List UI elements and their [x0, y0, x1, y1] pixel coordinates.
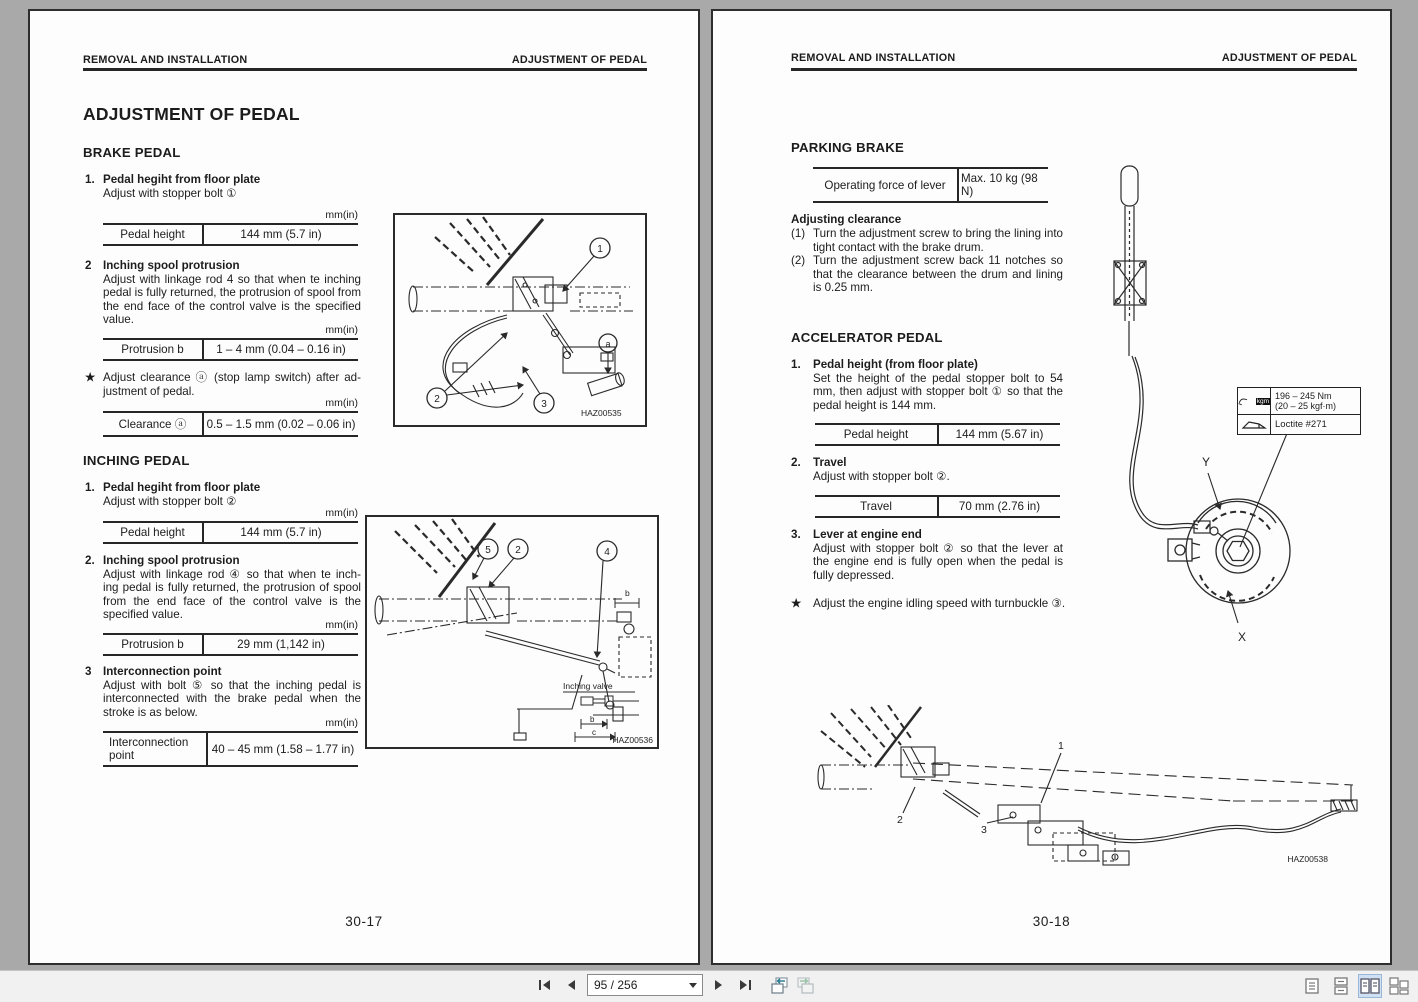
brake-item-2	[85, 259, 363, 327]
item-title: Pedal hegiht from floor plate	[103, 173, 261, 186]
adjusting-clearance-heading: Adjusting clearance	[791, 213, 902, 226]
unit-label: mm(in)	[325, 209, 358, 221]
axis-label-x	[1228, 591, 1246, 644]
combo-caret-icon	[689, 983, 697, 988]
spec-label: Interconnection point	[103, 733, 208, 765]
linkage-parts	[375, 587, 651, 740]
spec-value: 40 – 45 mm (1.58 – 1.77 in)	[211, 742, 355, 756]
callout-1	[563, 238, 610, 291]
torque-leader-line	[1240, 431, 1288, 547]
callout-3	[523, 367, 554, 413]
two-page-continuous-icon	[1389, 977, 1409, 995]
last-page-icon	[738, 979, 752, 991]
figure-code: HAZ00538	[1287, 854, 1328, 864]
note-text: Adjust the engine idling speed with turnbuckle ③.	[813, 597, 1066, 610]
throttle-cable	[1078, 800, 1357, 843]
spec-value: 29 mm (1,142 in)	[237, 638, 325, 651]
inching-item-2	[85, 554, 363, 622]
item-title: Inching spool protrusion	[103, 554, 240, 567]
section-accelerator-pedal: ACCELERATOR PEDAL	[791, 330, 943, 345]
svg-text:1: 1	[597, 244, 603, 255]
unit-label: mm(in)	[325, 397, 358, 409]
callout-2	[489, 539, 528, 587]
accel-item-1	[791, 358, 1065, 412]
axis-label-y	[1202, 455, 1220, 509]
svg-text:a: a	[605, 339, 611, 349]
spec-value: 1 – 4 mm (0.04 – 0.16 in)	[216, 343, 346, 356]
spec-label: Clearance ⓐ	[103, 413, 204, 435]
svg-text:Y: Y	[1202, 455, 1211, 469]
svg-text:3: 3	[541, 399, 547, 410]
step-text: Turn the adjustment screw back 11 notches so that the clearance between the drum and lining is 0.25 mm.	[813, 254, 1063, 295]
item-body: Adjust with linkage rod 4 so that when te inching pedal is fully returned, the protrusion of spool from the end face of the control valve is the specified value.	[103, 272, 361, 327]
item-title: Interconnection point	[103, 665, 222, 678]
spec-value: 144 mm (5.7 in)	[240, 526, 322, 539]
page-number: 30-18	[1032, 914, 1071, 929]
pedal-arm-line	[487, 219, 543, 285]
previous-page-icon	[565, 979, 577, 991]
spec-clearance	[103, 397, 358, 437]
spec-label: Operating force of lever	[813, 169, 959, 201]
accel-item-2	[791, 456, 1065, 483]
valve-body	[409, 277, 620, 312]
pedal-arm-line	[875, 707, 921, 767]
unit-label: mm(in)	[325, 324, 358, 336]
callout-2	[897, 787, 915, 826]
view-mode-single-page-button[interactable]	[1300, 974, 1324, 998]
svg-text:4: 4	[604, 547, 610, 558]
item-body: Adjust with linkage rod ④ so that when te inch- ing pedal is fully returned, the protrusion of spool from the end face of the control valve is the specified value.	[103, 567, 361, 622]
torque-callout-box	[1237, 387, 1361, 435]
brake-item-1	[85, 173, 363, 200]
torque-value-kgfm: (20 – 25 kgf·m)	[1275, 401, 1337, 411]
pedal-dashed-lines	[395, 519, 479, 573]
spec-value: 144 mm (5.67 in)	[955, 428, 1044, 441]
item-title: Pedal height (from floor plate)	[813, 358, 978, 371]
view-mode-two-page-continuous-button[interactable]	[1387, 974, 1411, 998]
sealant-tube-icon	[1238, 415, 1271, 434]
spec-value: 70 mm (2.76 in)	[958, 500, 1041, 513]
step-text: Turn the adjustment screw to bring the lining into tight contact with the brake drum.	[813, 227, 1063, 254]
figure-code: HAZ00536	[612, 735, 653, 745]
svg-text:1: 1	[1058, 740, 1064, 752]
note-text: Adjust clearance ⓐ (stop lamp switch) after ad- justment of pedal.	[103, 371, 361, 398]
adjust-step-2	[791, 254, 1063, 295]
running-head-left: REMOVAL AND INSTALLATION	[83, 54, 248, 66]
spec-operating-force	[813, 167, 1048, 203]
previous-view-button[interactable]	[769, 974, 789, 996]
svg-text:2: 2	[897, 814, 903, 826]
continuous-scroll-icon	[1333, 977, 1349, 995]
svg-text:b: b	[590, 715, 595, 724]
spec-label: Protrusion b	[103, 635, 204, 654]
next-view-button[interactable]	[795, 974, 815, 996]
callout-2	[427, 333, 523, 408]
unit-label: mm(in)	[325, 507, 358, 519]
next-page-icon	[713, 979, 725, 991]
accelerator-linkage-illustration	[813, 705, 1363, 880]
spec-interconnection	[103, 717, 358, 767]
unit-label: mm(in)	[325, 619, 358, 631]
spec-value: 0.5 – 1.5 mm (0.02 – 0.06 in)	[206, 417, 356, 431]
section-parking-brake: PARKING BRAKE	[791, 140, 904, 155]
running-head	[791, 52, 1357, 64]
svg-text:3: 3	[981, 824, 987, 836]
next-view-icon	[795, 976, 815, 994]
page-title: ADJUSTMENT OF PEDAL	[83, 104, 300, 124]
lever-assembly	[1114, 166, 1146, 356]
item-number: 2.	[85, 554, 95, 567]
spec-pedal-height	[103, 209, 358, 246]
running-head-right: ADJUSTMENT OF PEDAL	[1221, 52, 1357, 64]
spec-value: Max. 10 kg (98 N)	[961, 172, 1038, 198]
running-head	[83, 54, 647, 66]
spec-label: Travel	[815, 497, 939, 516]
item-title: Inching spool protrusion	[103, 259, 240, 272]
inching-pedal-illustration	[367, 517, 657, 747]
svg-text:c: c	[592, 728, 596, 737]
spec-label: Pedal height	[103, 523, 204, 542]
item-number: 2.	[791, 456, 801, 469]
page-navigation-cluster	[535, 974, 815, 996]
callout-3	[981, 817, 1013, 836]
accel-item-3	[791, 528, 1065, 582]
step-number: (1)	[791, 227, 806, 240]
view-mode-continuous-button[interactable]	[1329, 974, 1353, 998]
cable-and-linkage	[443, 313, 615, 407]
page-field-value: 95 / 256	[594, 978, 638, 992]
item-number: 1.	[85, 481, 95, 494]
pdf-viewer-toolbar	[0, 970, 1418, 1002]
two-page-icon	[1360, 977, 1380, 995]
torque-wrench-icon: kgm	[1238, 388, 1271, 414]
spec-value: 144 mm (5.7 in)	[240, 228, 322, 241]
inching-item-3	[85, 665, 363, 719]
running-head-right: ADJUSTMENT OF PEDAL	[511, 54, 647, 66]
item-number: 2	[85, 259, 92, 272]
torque-value-nm: 196 – 245 Nm	[1275, 390, 1332, 401]
head-rule	[83, 68, 647, 71]
frame-lines	[818, 763, 1353, 801]
pedal-dashed-lines	[435, 217, 510, 273]
callout-1	[1041, 740, 1064, 803]
spec-protrusion	[103, 324, 358, 361]
accel-star-note	[791, 597, 1091, 611]
page-number: 30-17	[345, 914, 383, 929]
last-page-button[interactable]	[735, 974, 755, 996]
item-title: Travel	[813, 456, 847, 469]
brake-star-note	[85, 371, 363, 398]
manual-page-right	[711, 9, 1392, 965]
section-inching-pedal: INCHING PEDAL	[83, 453, 190, 468]
inching-valve-detail	[563, 681, 639, 742]
figure-inching-pedal	[365, 515, 659, 749]
spec-label: Pedal height	[815, 425, 939, 444]
step-number: (2)	[791, 254, 806, 267]
brake-drum	[1168, 499, 1290, 603]
item-number: 3.	[791, 528, 801, 541]
figure-code: HAZ00535	[581, 408, 622, 418]
section-brake-pedal: BRAKE PEDAL	[83, 145, 181, 160]
inching-item-1	[85, 481, 363, 508]
svg-text:b: b	[625, 588, 630, 598]
detail-caption: Inching valve	[563, 681, 613, 691]
spec-label: Protrusion b	[103, 340, 204, 359]
item-body: Adjust with stopper bolt ② so that the lever at the engine end is fully open when the pedal is fully depressed.	[813, 541, 1063, 582]
manual-page-left	[28, 9, 700, 965]
view-mode-two-page-button[interactable]	[1358, 974, 1382, 998]
spec-label: Pedal height	[103, 225, 204, 244]
item-body: Adjust with stopper bolt ②.	[813, 469, 950, 483]
running-head-left: REMOVAL AND INSTALLATION	[791, 52, 956, 64]
adjust-step-1	[791, 227, 1063, 254]
spec-travel	[815, 495, 1060, 518]
linkage-parts	[901, 747, 1129, 865]
shaft-centerlines	[379, 599, 622, 635]
item-number: 1.	[791, 358, 801, 371]
brake-cable	[1130, 356, 1228, 541]
head-rule	[791, 68, 1357, 71]
star-icon: ★	[791, 597, 802, 610]
switch-cylinder	[587, 372, 625, 396]
brake-pedal-illustration	[395, 215, 645, 425]
item-title: Pedal hegiht from floor plate	[103, 481, 261, 494]
sealant-row	[1238, 415, 1360, 434]
spec-protrusion-2	[103, 619, 358, 656]
figure-brake-pedal	[393, 213, 647, 427]
item-number: 3	[85, 665, 92, 678]
page-number-combobox[interactable]	[587, 974, 703, 996]
svg-text:2: 2	[434, 394, 440, 405]
next-page-button[interactable]	[709, 974, 729, 996]
torque-row	[1238, 388, 1360, 415]
dim-b-top	[615, 588, 639, 608]
item-body: Adjust with bolt ⑤ so that the inching pedal is interconnected with the brake pedal when the stroke is as below.	[103, 678, 361, 719]
item-body: Adjust with stopper bolt ②	[103, 494, 237, 508]
item-title: Lever at engine end	[813, 528, 922, 541]
svg-text:5: 5	[485, 545, 491, 556]
svg-text:2: 2	[515, 545, 521, 556]
first-page-button[interactable]	[535, 974, 555, 996]
first-page-icon	[538, 979, 552, 991]
star-icon: ★	[85, 371, 96, 384]
sealant-spec: Loctite #271	[1275, 419, 1327, 430]
item-body: Adjust with stopper bolt ①	[103, 186, 237, 200]
page-display-modes	[1300, 974, 1411, 998]
spec-pedal-height-accel	[815, 423, 1060, 446]
unit-label: mm(in)	[325, 717, 358, 729]
previous-view-icon	[769, 976, 789, 994]
spec-pedal-height-2	[103, 507, 358, 544]
svg-text:X: X	[1238, 630, 1247, 644]
item-body: Set the height of the pedal stopper bolt to 54 mm, then adjust with stopper bolt ① so that the pedal height is 144 mm.	[813, 371, 1063, 412]
previous-page-button[interactable]	[561, 974, 581, 996]
single-page-icon	[1304, 977, 1320, 995]
item-number: 1.	[85, 173, 95, 186]
